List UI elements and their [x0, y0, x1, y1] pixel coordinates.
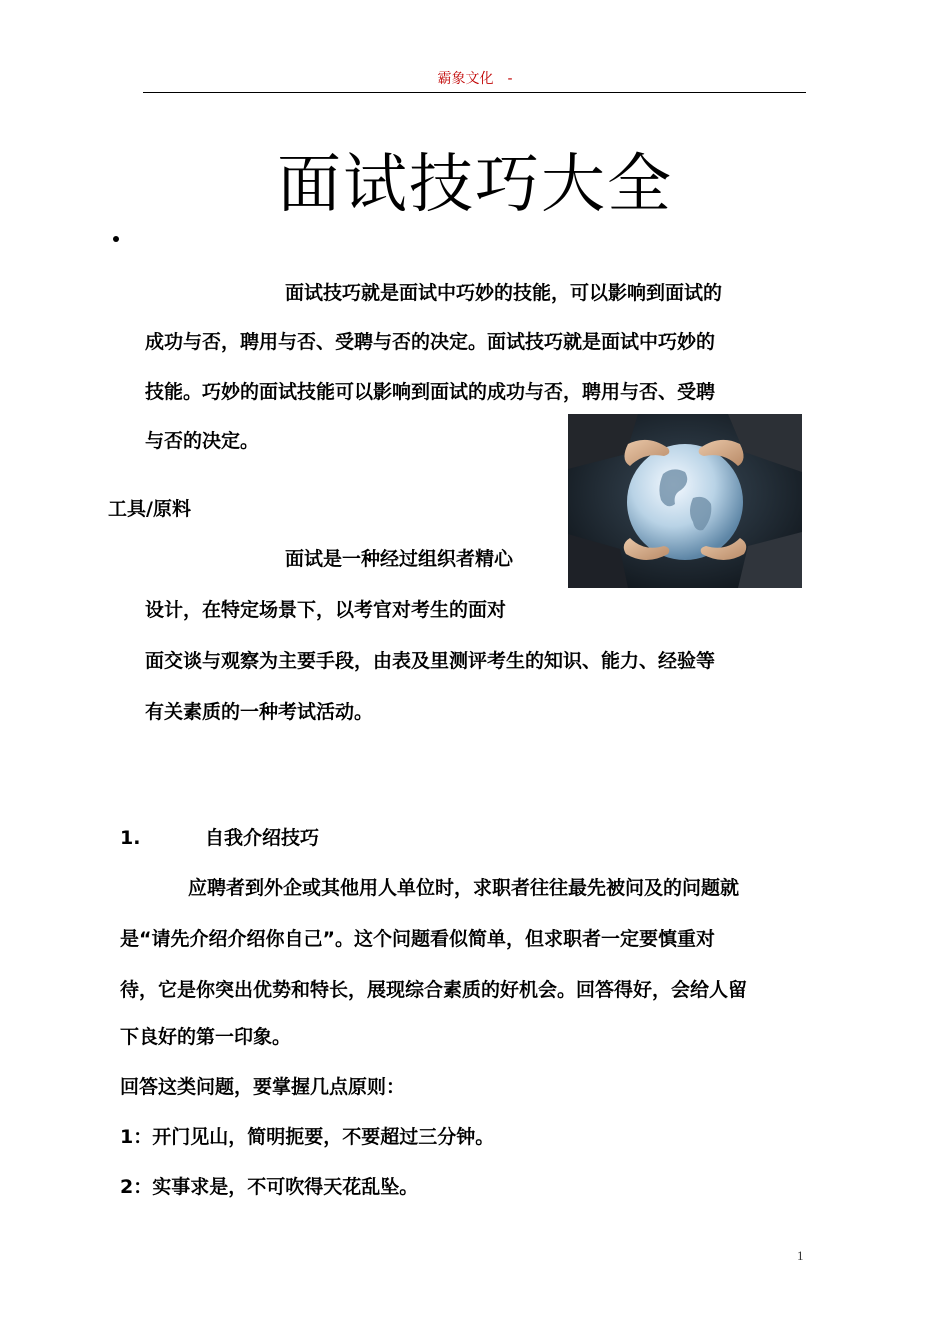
intro-line: 面试技巧就是面试中巧妙的技能，可以影响到面试的	[285, 282, 723, 304]
section-heading: 自我介绍技巧	[205, 827, 320, 849]
tools-line: 面试是一种经过组织者精心	[285, 548, 514, 570]
intro-line: 成功与否，聘用与否、受聘与否的决定。面试技巧就是面试中巧妙的	[145, 331, 716, 353]
tools-line: 面交谈与观察为主要手段，由表及里测评考生的知识、能力、经验等	[145, 650, 716, 672]
intro-line: 技能。巧妙的面试技能可以影响到面试的成功与否，聘用与否、受聘	[145, 381, 716, 403]
page-number: 1	[797, 1248, 804, 1263]
tools-line: 有关素质的一种考试活动。	[145, 701, 374, 723]
page-title: 面试技巧大全	[277, 148, 673, 222]
section-line: 下良好的第一印象。	[120, 1026, 292, 1048]
bullet-dot	[113, 236, 119, 242]
header-divider	[143, 92, 806, 93]
section-line: 是“请先介绍介绍你自己”。这个问题看似简单，但求职者一定要慎重对	[120, 928, 715, 950]
hands-holding-globe-image	[568, 414, 802, 588]
principle-item: 1：开门见山，简明扼要，不要超过三分钟。	[120, 1126, 495, 1148]
tools-heading: 工具/原料	[108, 498, 191, 520]
intro-line: 与否的决定。	[145, 430, 260, 452]
section-number: 1.	[120, 827, 141, 849]
section-line: 待，它是你突出优势和特长，展现综合素质的好机会。回答得好，会给人留	[120, 979, 748, 1001]
running-header: 霸象文化 -	[437, 71, 513, 87]
section-line: 回答这类问题，要掌握几点原则：	[120, 1076, 406, 1098]
principle-item: 2：实事求是，不可吹得天花乱坠。	[120, 1176, 419, 1198]
section-line: 应聘者到外企或其他用人单位时，求职者往往最先被问及的问题就	[188, 877, 740, 899]
tools-line: 设计，在特定场景下，以考官对考生的面对	[145, 599, 507, 621]
